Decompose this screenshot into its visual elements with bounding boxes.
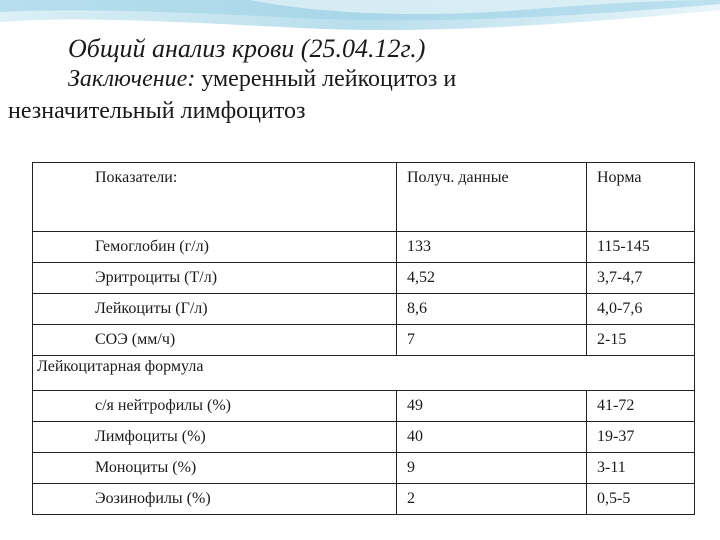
row-indicator: Моноциты (%)	[33, 453, 397, 484]
header-result: Получ. данные	[397, 163, 587, 232]
slide-title: Общий анализ крови (25.04.12г.)	[68, 34, 426, 63]
table-header-row	[33, 163, 695, 232]
row-result: 8,6	[397, 294, 587, 325]
row-indicator: Эозинофилы (%)	[33, 484, 397, 515]
row-result: 9	[397, 453, 587, 484]
table-row	[33, 263, 695, 294]
section-label: Лейкоцитарная формула	[33, 356, 695, 391]
row-result: 7	[397, 325, 587, 356]
conclusion-continued: незначительный лимфоцитоз	[8, 98, 306, 124]
row-indicator: Эритроциты (Т/л)	[33, 263, 397, 294]
row-result: 133	[397, 232, 587, 263]
conclusion-label: Заключение:	[68, 66, 196, 92]
table-row	[33, 484, 695, 515]
section-row	[33, 356, 695, 391]
row-norm: 3,7-4,7	[587, 263, 695, 294]
row-indicator: Лимфоциты (%)	[33, 422, 397, 453]
conclusion	[68, 66, 456, 93]
row-indicator: СОЭ (мм/ч)	[33, 325, 397, 356]
row-result: 49	[397, 391, 587, 422]
blood-test-table	[32, 162, 695, 515]
row-indicator: Лейкоциты (Г/л)	[33, 294, 397, 325]
row-norm: 0,5-5	[587, 484, 695, 515]
conclusion-text: умеренный лейкоцитоз и	[195, 66, 457, 92]
table-row	[33, 422, 695, 453]
row-indicator: Гемоглобин (г/л)	[33, 232, 397, 263]
row-result: 40	[397, 422, 587, 453]
row-result: 4,52	[397, 263, 587, 294]
table-row	[33, 391, 695, 422]
header-indicator: Показатели:	[33, 163, 397, 232]
table-row	[33, 294, 695, 325]
row-norm: 3-11	[587, 453, 695, 484]
row-norm: 41-72	[587, 391, 695, 422]
row-norm: 19-37	[587, 422, 695, 453]
row-norm: 2-15	[587, 325, 695, 356]
table-row	[33, 453, 695, 484]
row-norm: 4,0-7,6	[587, 294, 695, 325]
table-row	[33, 232, 695, 263]
row-result: 2	[397, 484, 587, 515]
table-row	[33, 325, 695, 356]
row-norm: 115-145	[587, 232, 695, 263]
header-norm: Норма	[587, 163, 695, 232]
row-indicator: с/я нейтрофилы (%)	[33, 391, 397, 422]
